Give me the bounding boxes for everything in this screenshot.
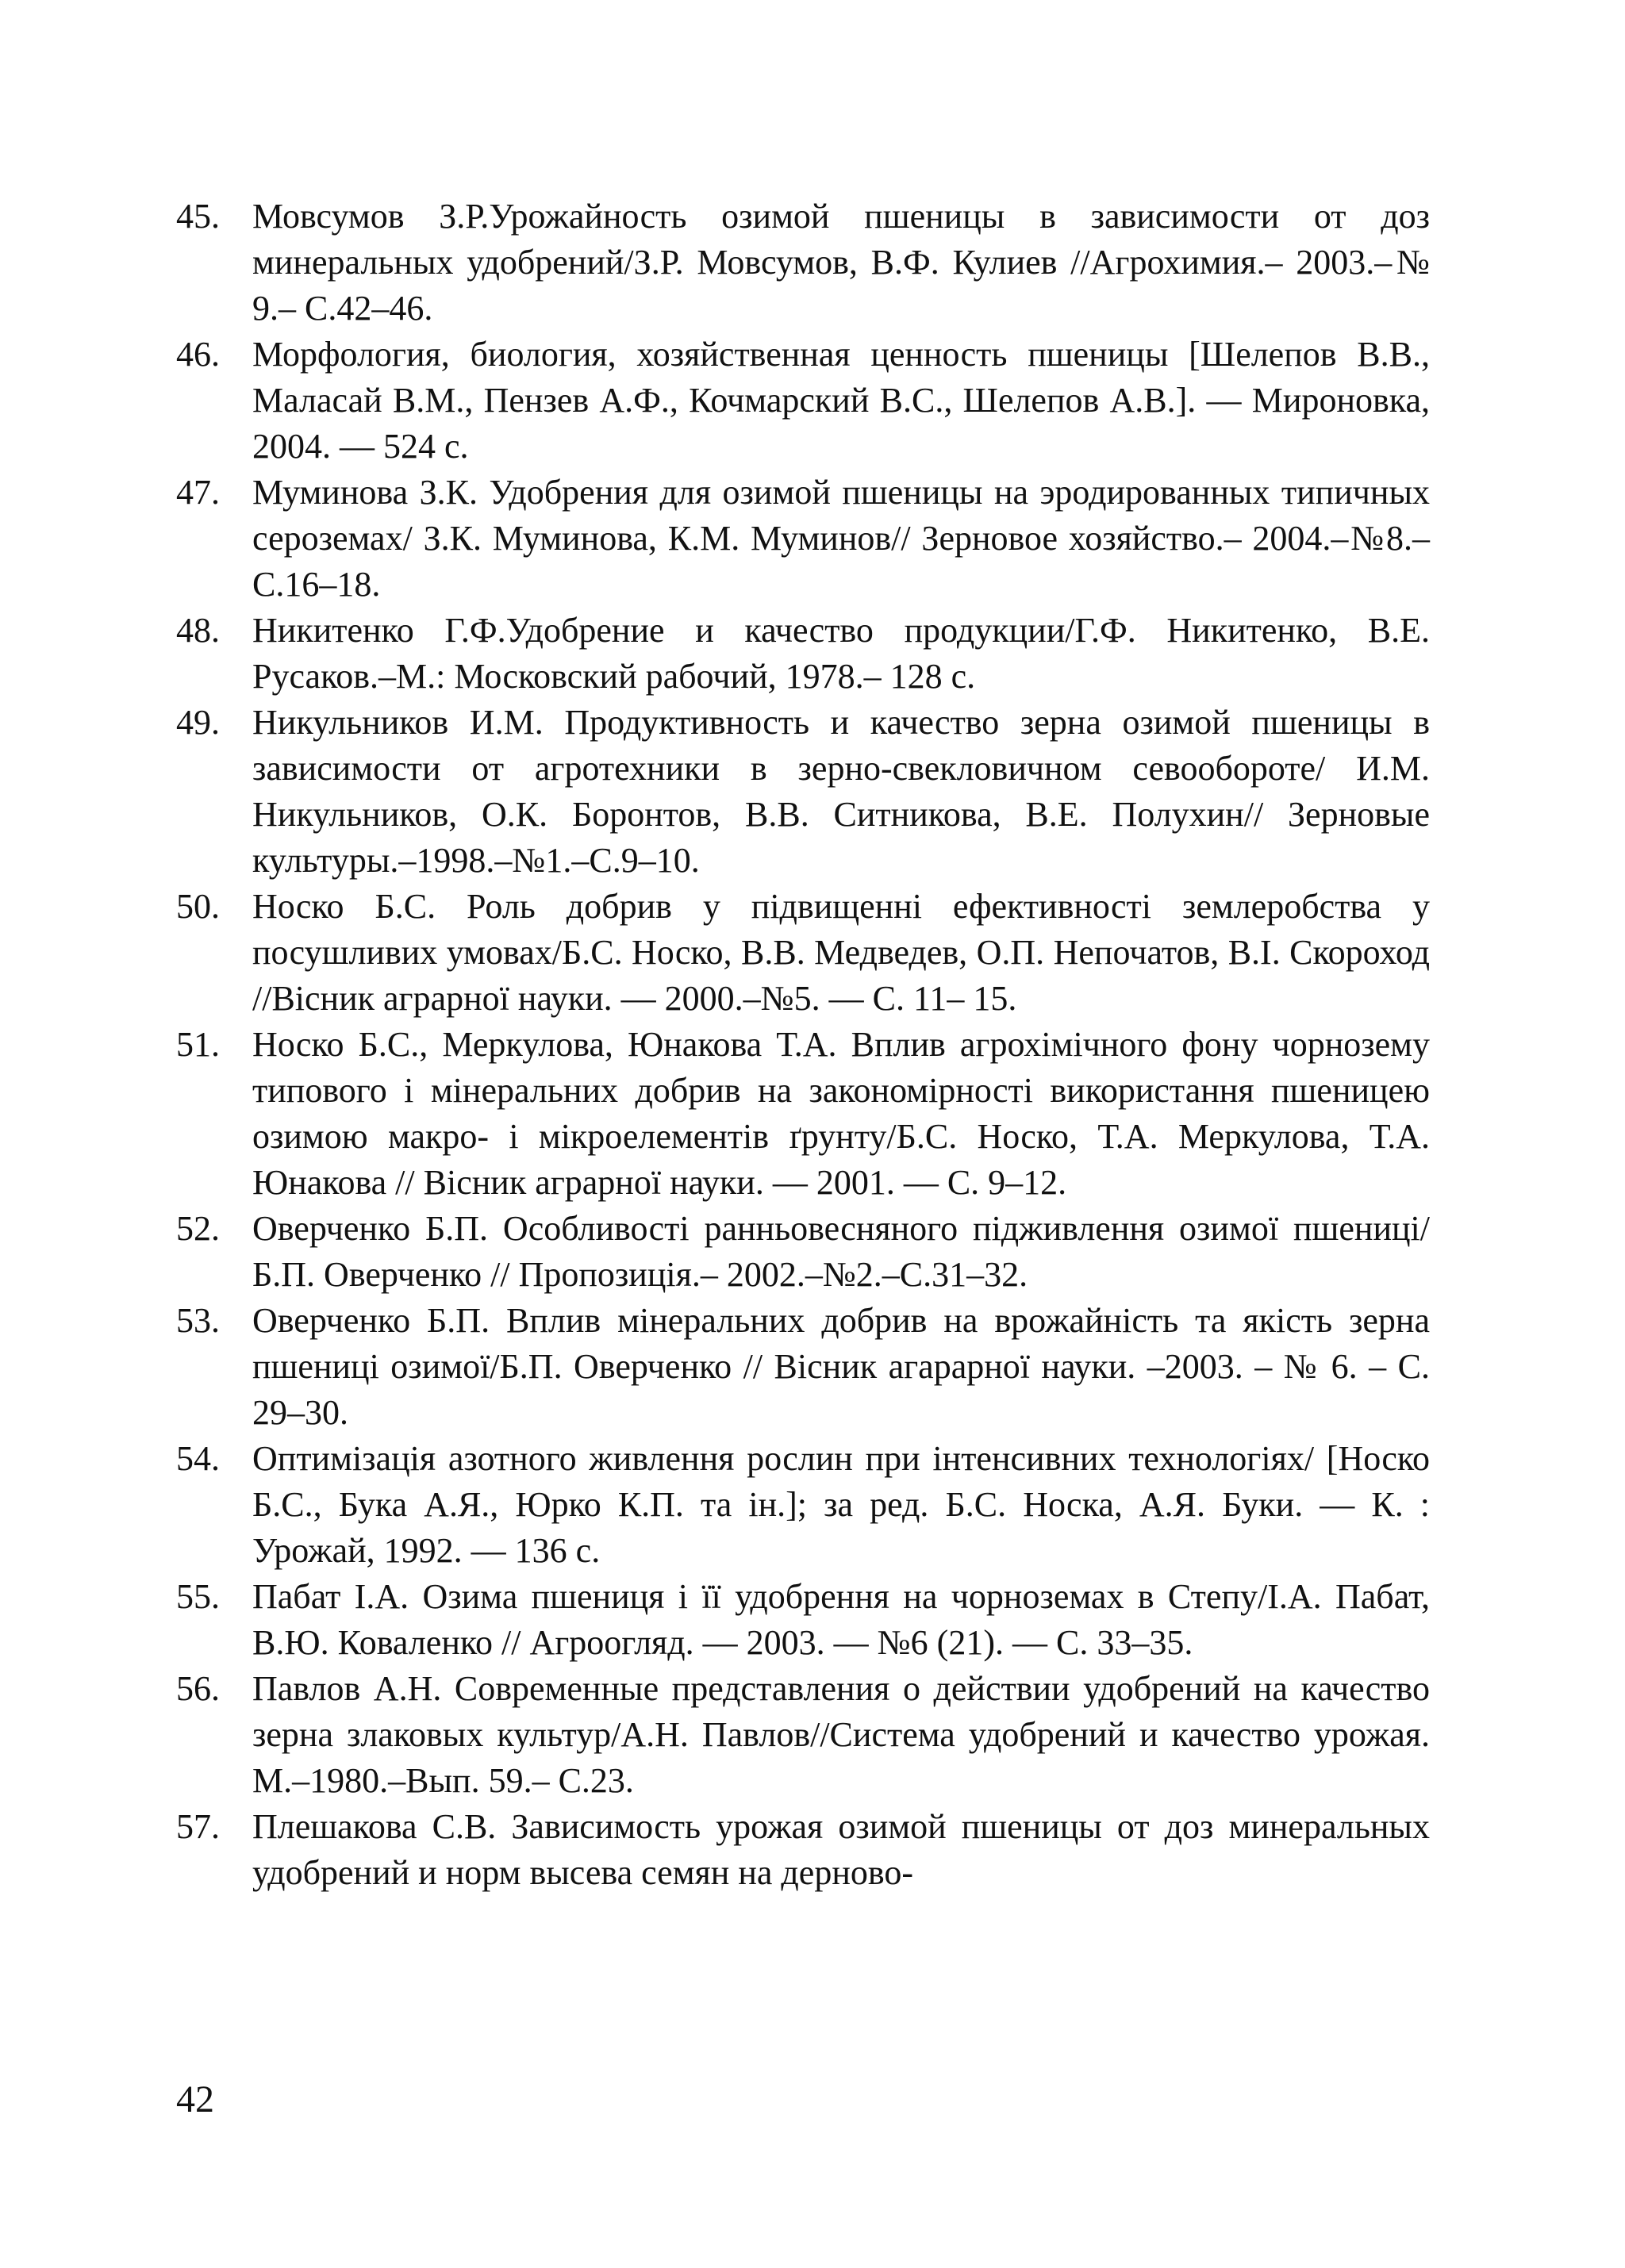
- reference-number: 46.: [176, 335, 220, 374]
- reference-number: 52.: [176, 1209, 220, 1248]
- reference-text: Оверченко Б.П. Вплив мінеральних добрив на врожайність та якість зерна пшениці озимої/Б.П. Оверченко // Вісник агарарної науки. –2003. – № 6. – С. 29–30.: [252, 1301, 1430, 1432]
- reference-list: [176, 194, 1430, 1896]
- reference-number: 45.: [176, 197, 220, 236]
- reference-item: [176, 1574, 1430, 1666]
- reference-item: [176, 608, 1430, 700]
- reference-number: 53.: [176, 1301, 220, 1340]
- reference-item: [176, 1022, 1430, 1206]
- reference-number: 51.: [176, 1025, 220, 1064]
- reference-number: 56.: [176, 1669, 220, 1708]
- reference-number: 49.: [176, 703, 220, 742]
- page-number: 42: [176, 2078, 214, 2120]
- reference-number: 50.: [176, 887, 220, 926]
- reference-number: 47.: [176, 473, 220, 512]
- reference-text: Оптимізація азотного живлення рослин при інтенсивних технологіях/ [Носко Б.С., Бука А.Я., Юрко К.П. та ін.]; за ред. Б.С. Носка, А.Я. Буки. — К. : Урожай, 1992. — 136 с.: [252, 1439, 1430, 1570]
- reference-text: Муминова З.К. Удобрения для озимой пшеницы на эродированных типичных сероземах/ З.К. Муминова, К.М. Муминов// Зерновое хозяйство.– 2004.–№8.–С.16–18.: [252, 473, 1430, 604]
- reference-item: [176, 332, 1430, 470]
- reference-number: 48.: [176, 611, 220, 650]
- reference-item: [176, 1436, 1430, 1574]
- reference-number: 57.: [176, 1807, 220, 1846]
- reference-text: Павлов А.Н. Современные представления о действии удобрений на качество зерна злаковых культур/А.Н. Павлов//Система удобрений и качество урожая. М.–1980.–Вып. 59.– С.23.: [252, 1669, 1430, 1800]
- reference-text: Морфология, биология, хозяйственная ценность пшеницы [Шелепов В.В., Маласай В.М., Пензев А.Ф., Кочмарский В.С., Шелепов А.В.]. — Мироновка, 2004. — 524 с.: [252, 335, 1430, 466]
- reference-item: [176, 1206, 1430, 1298]
- reference-item: [176, 470, 1430, 608]
- reference-text: Носко Б.С. Роль добрив у підвищенні ефективності землеробства у посушливих умовах/Б.С. Носко, В.В. Медведев, О.П. Непочатов, В.І. Скороход //Вісник аграрної науки. — 2000.–№5. — С. 11– 15.: [252, 887, 1430, 1018]
- reference-text: Мовсумов З.Р.Урожайность озимой пшеницы в зависимости от доз минеральных удобрений/З.Р. Мовсумов, В.Ф. Кулиев //Агрохимия.– 2003.–№ 9.– С.42–46.: [252, 197, 1430, 328]
- reference-item: [176, 1666, 1430, 1804]
- reference-item: [176, 1804, 1430, 1896]
- reference-text: Никульников И.М. Продуктивность и качество зерна озимой пшеницы в зависимости от агротехники в зерно-свекловичном севообороте/ И.М. Никульников, О.К. Боронтов, В.В. Ситникова, В.Е. Полухин// Зерновые культуры.–1998.–№1.–С.9–10.: [252, 703, 1430, 880]
- reference-text: Оверченко Б.П. Особливості ранньовесняного підживлення озимої пшениці/ Б.П. Оверченко // Пропозиція.– 2002.–№2.–С.31–32.: [252, 1209, 1430, 1294]
- reference-item: [176, 1298, 1430, 1436]
- reference-item: [176, 700, 1430, 884]
- reference-text: Никитенко Г.Ф.Удобрение и качество продукции/Г.Ф. Никитенко, В.Е. Русаков.–М.: Московский рабочий, 1978.– 128 с.: [252, 611, 1430, 696]
- reference-number: 55.: [176, 1577, 220, 1616]
- reference-number: 54.: [176, 1439, 220, 1478]
- reference-item: [176, 194, 1430, 332]
- reference-text: Плешакова С.В. Зависимость урожая озимой пшеницы от доз минеральных удобрений и норм высева семян на дерново-: [252, 1807, 1430, 1892]
- reference-text: Носко Б.С., Меркулова, Юнакова Т.А. Вплив агрохімічного фону чорнозему типового і мінеральних добрив на закономірності використання пшеницею озимою макро- і мікроелементів ґрунту/Б.С. Носко, Т.А. Меркулова, Т.А. Юнакова // Вісник аграрної науки. — 2001. — С. 9–12.: [252, 1025, 1430, 1202]
- reference-item: [176, 884, 1430, 1022]
- reference-text: Пабат І.А. Озима пшениця і її удобрення на чорноземах в Степу/І.А. Пабат, В.Ю. Коваленко // Агроогляд. — 2003. — №6 (21). — С. 33–35.: [252, 1577, 1430, 1662]
